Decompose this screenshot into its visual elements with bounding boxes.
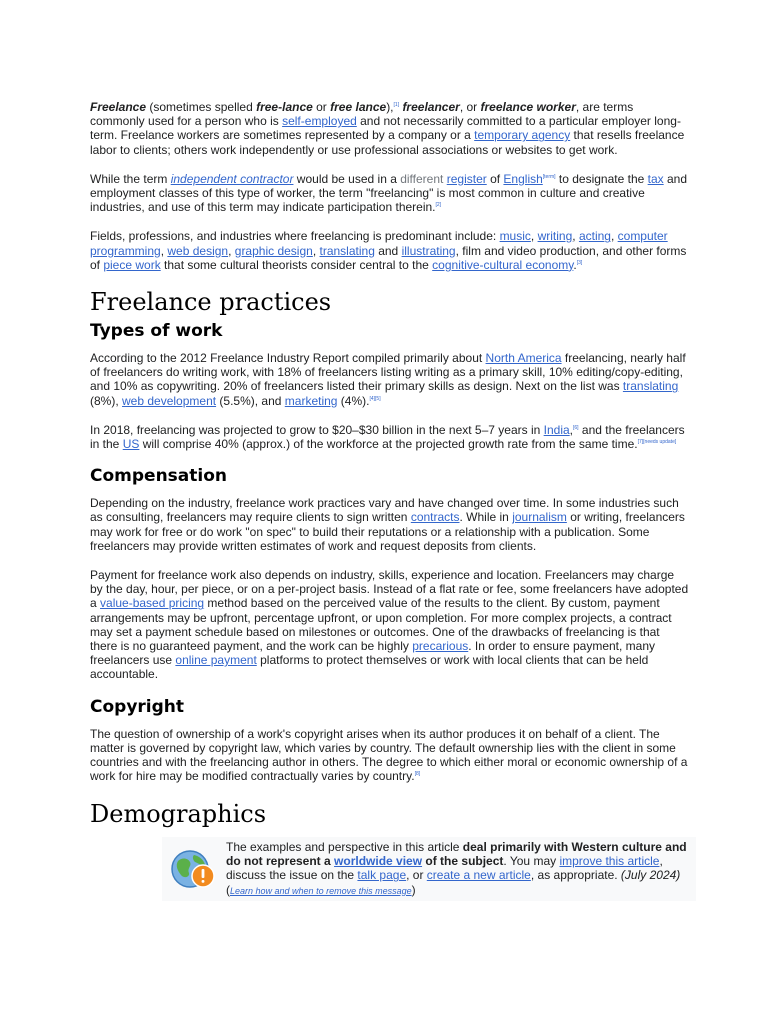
- link-piece-work[interactable]: piece work: [103, 257, 161, 272]
- heading-demographics: Demographics: [90, 799, 267, 828]
- link-north-america[interactable]: North America: [485, 351, 562, 366]
- link-computer-programming[interactable]: computer programming: [90, 229, 668, 258]
- article-body: [90, 100, 690, 833]
- heading-copyright: Copyright: [90, 696, 185, 717]
- link-cognitive-cultural-economy[interactable]: cognitive-cultural economy: [432, 257, 574, 272]
- notice-text: The examples and perspective in this article deal primarily with Western culture and do not represent a worldwide view of the subject. You may improve this article, discuss the issue on the talk page, or create a new article, as appropriate. (July 2024) (Learn how and when to remove this message): [226, 840, 687, 897]
- copyright-paragraph-1: The question of ownership of a work's copyright arises when its author produces it on behalf of a client. The matter is governed by copyright law, which varies by country. The default ownership lies with the client in some countries and with the freelancing author in others. The degree to which either moral or economic ownership of a work for hire may be modified contractually varies by country.[8]: [90, 726, 688, 784]
- reference-7-needs-update[interactable]: [7][needs update]: [637, 439, 677, 446]
- reference-4-5[interactable]: [4][5]: [369, 395, 381, 402]
- reference-3[interactable]: [3]: [576, 259, 583, 266]
- link-illustrating[interactable]: illustrating: [401, 243, 456, 258]
- link-translating-2[interactable]: translating: [622, 379, 679, 394]
- link-value-based-pricing[interactable]: value-based pricing: [100, 596, 205, 611]
- link-worldwide-view[interactable]: worldwide view: [334, 854, 423, 869]
- heading-types-of-work: Types of work: [90, 321, 223, 342]
- link-register[interactable]: register: [446, 171, 487, 186]
- link-improve-this-article[interactable]: improve this article: [559, 854, 660, 869]
- link-tax[interactable]: tax: [647, 171, 664, 186]
- link-india[interactable]: India: [543, 422, 570, 437]
- link-journalism[interactable]: journalism: [512, 510, 567, 525]
- types-paragraph-1: According to the 2012 Freelance Industry Report compiled primarily about North America freelancing, nearly half of freelancers do writing work, with 18% of freelancers listing writing as a primary skill, 10% editing/copy-editing, and 10% as copywriting. 20% of freelancers listed their primary skills as design. Next on the list was translating (8%), web development (5.5%), and marketing (4%).[4][5]: [90, 351, 686, 408]
- link-online-payment[interactable]: online payment: [175, 653, 257, 668]
- link-graphic-design[interactable]: graphic design: [234, 243, 313, 258]
- link-self-employed[interactable]: self-employed: [282, 114, 357, 129]
- link-learn-remove-message[interactable]: Learn how and when to remove this message: [230, 885, 412, 896]
- heading-freelance-practices: Freelance practices: [90, 288, 332, 317]
- intro-paragraph-3: Fields, professions, and industries where freelancing is predominant include: music, writing, acting, computer programming, web design, graphic design, translating and illustrating, film and video production, and other forms of piece work that some cultural theorists consider central to the cognitive-cultural economy.[3]: [90, 229, 687, 272]
- link-talk-page[interactable]: talk page: [357, 868, 407, 883]
- globalize-notice-box: [162, 837, 696, 901]
- link-independent-contractor[interactable]: independent contractor: [170, 171, 294, 186]
- compensation-paragraph-1: Depending on the industry, freelance work practices vary and have changed over time. In some industries such as consulting, freelancers may require clients to sign written contracts. While in journalism or writing, freelancers may work for free or do work "on spec" to build their reputations or a relationship with a publication. Some freelancers may provide written estimates of work and request deposits from clients.: [90, 496, 685, 553]
- link-music[interactable]: music: [499, 229, 531, 244]
- reference-term[interactable]: [term]: [542, 173, 556, 180]
- link-marketing[interactable]: marketing: [284, 393, 338, 408]
- link-precarious[interactable]: precarious: [412, 639, 469, 654]
- link-translating[interactable]: translating: [319, 243, 375, 258]
- link-us[interactable]: US: [122, 437, 140, 452]
- reference-1[interactable]: [1]: [393, 102, 400, 108]
- reference-6[interactable]: [6]: [573, 424, 579, 431]
- link-writing[interactable]: writing: [537, 229, 573, 244]
- link-temporary-agency[interactable]: temporary agency: [474, 128, 571, 143]
- link-web-design[interactable]: web design: [167, 243, 229, 258]
- heading-compensation: Compensation: [90, 466, 227, 487]
- types-paragraph-2: In 2018, freelancing was projected to grow to $20–$30 billion in the next 5–7 years in India,[6] and the freelancers in the US will comprise 40% (approx.) of the workforce at the projected growth rate from the same time.[7][needs update]: [90, 422, 685, 452]
- intro-paragraph-1: Freelance (sometimes spelled free-lance or free lance),[1] freelancer, or freelance worker, are terms commonly used for a person who is self-employed and not necessarily committed to a particular employer long-term. Freelance workers are sometimes represented by a company or a temporary agency that resells freelance labor to clients; others work independently or use professional associations or websites to get work.: [90, 100, 685, 157]
- intro-paragraph-2: While the term independent contractor would be used in a different register of English[term] to designate the tax and employment classes of this type of worker, the term "freelancing" is most common in culture and creative industries, and use of this term may indicate participation therein.[2]: [90, 171, 688, 215]
- compensation-paragraph-2: Payment for freelance work also depends on industry, skills, experience and location. Freelancers may charge by the day, hour, per piece, or on a per-project basis. Instead of a flat rate or fee, some freelancers have adopted a value-based pricing method based on the perceived value of the results to the client. By custom, payment arrangements may be upfront, percentage upfront, or upon completion. For more complex projects, a contract may set a payment schedule based on milestones or outcomes. One of the drawbacks of freelancing is that there is no guaranteed payment, and the work can be highly precarious. In order to ensure payment, many freelancers use online payment platforms to protect themselves or work with local clients that can be held accountable.: [90, 568, 689, 682]
- link-create-new-article[interactable]: create a new article: [426, 868, 531, 883]
- link-acting[interactable]: acting: [578, 229, 611, 244]
- reference-8[interactable]: [8]: [414, 771, 421, 778]
- globe-warning-icon: [170, 849, 216, 889]
- reference-2[interactable]: [2]: [435, 202, 442, 209]
- link-web-development[interactable]: web development: [122, 393, 217, 408]
- link-contracts[interactable]: contracts: [410, 510, 460, 525]
- link-english[interactable]: English: [503, 171, 543, 186]
